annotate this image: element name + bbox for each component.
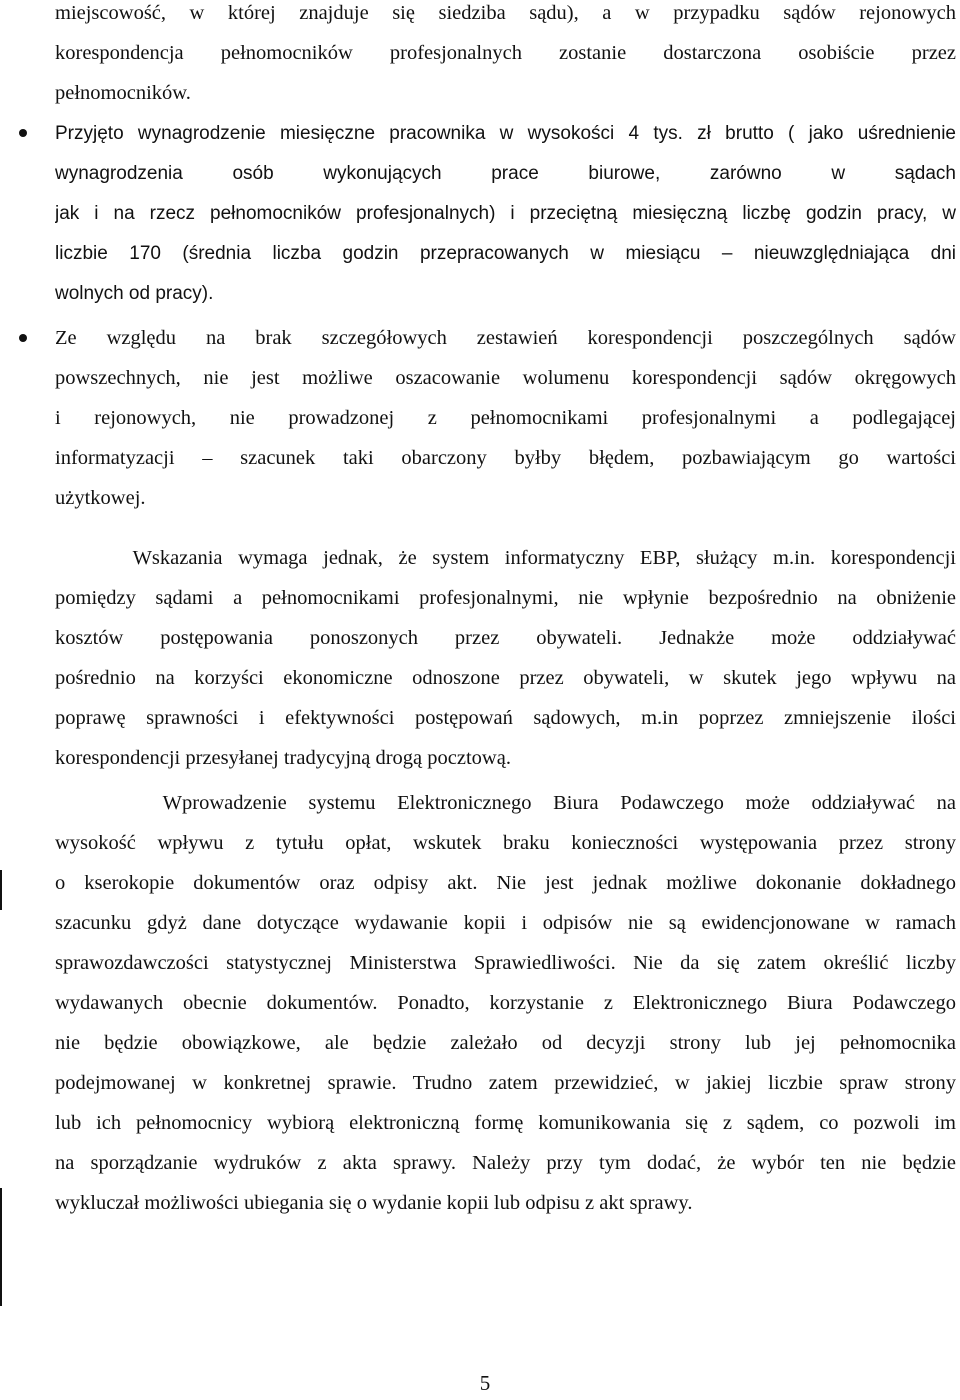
page-number: 5 (479, 1371, 491, 1395)
text-line: i rejonowych, nie prowadzonej z pełnomocnikami profesjonalnymi a podlegającej (55, 407, 956, 429)
text-line: Ze względu na brak szczegółowych zestawień korespondencji poszczególnych sądów (55, 327, 956, 349)
bullet-item-correspondence (55, 318, 956, 518)
continued-paragraph (55, 0, 956, 113)
text-line: na sporządzanie wydruków z akta sprawy. Należy przy tym dodać, że wybór ten nie będzie (55, 1152, 956, 1174)
text-line: wykluczał możliwości ubiegania się o wydanie kopii lub odpisu z akt sprawy. (55, 1192, 693, 1214)
text-line: wolnych od pracy). (55, 283, 214, 304)
text-line: wysokość wpływu z tytułu opłat, wskutek braku konieczności występowania przez strony (55, 832, 956, 854)
text-line: korespondencji przesyłanej tradycyjną drogą pocztową. (55, 747, 511, 769)
text-line: Wskazania wymaga jednak, że system informatyczny EBP, służący m.in. korespondencji (55, 547, 956, 569)
text-line: kosztów postępowania ponoszonych przez obywateli. Jednakże może oddziaływać (55, 627, 956, 649)
text-line: nie będzie obowiązkowe, ale będzie zależało od decyzji strony lub jej pełnomocnika (55, 1032, 956, 1054)
text-line: informatyzacji – szacunek taki obarczony byłby błędem, pozbawiającym go wartości (55, 447, 956, 469)
paragraph-ebp-costs (55, 538, 956, 778)
text-line: miejscowość, w której znajduje się siedziba sądu), a w przypadku sądów rejonowych (55, 2, 956, 24)
text-line: użytkowej. (55, 487, 146, 509)
bullet-item-wages (55, 114, 956, 314)
change-bar (0, 1188, 2, 1306)
text-line: pośrednio na korzyści ekonomiczne odnoszone przez obywateli, w skutek jego wpływu na (55, 667, 956, 689)
text-line: pełnomocników. (55, 82, 191, 104)
text-line: jak i na rzecz pełnomocników profesjonalnych) i przeciętną miesięczną liczbę godzin pracy, w (55, 203, 956, 224)
text-line: podejmowanej w konkretnej sprawie. Trudno zatem przewidzieć, w jakiej liczbie spraw strony (55, 1072, 956, 1094)
text-line: Przyjęto wynagrodzenie miesięczne pracownika w wysokości 4 tys. zł brutto ( jako uśrednienie (55, 123, 956, 144)
text-line: pomiędzy sądami a pełnomocnikami profesjonalnymi, nie wpłynie bezpośrednio na obniżenie (55, 587, 956, 609)
text-line: poprawę sprawności i efektywności postępowań sądowych, m.in poprzez zmniejszenie ilości (55, 707, 956, 729)
text-line: Wprowadzenie systemu Elektronicznego Biura Podawczego może oddziaływać na (55, 792, 956, 814)
paragraph-ebp-fees (55, 783, 956, 1223)
text-line: o kserokopie dokumentów oraz odpisy akt. Nie jest jednak możliwe dokonanie dokładnego (55, 872, 956, 894)
text-line: korespondencja pełnomocników profesjonalnych zostanie dostarczona osobiście przez (55, 42, 956, 64)
change-bar (0, 870, 2, 910)
text-line: lub ich pełnomocnicy wybiorą elektroniczną formę komunikowania się z sądem, co pozwoli im (55, 1112, 956, 1134)
text-line: wynagrodzenia osób wykonujących prace biurowe, zarówno w sądach (55, 163, 956, 184)
text-line: szacunku gdyż dane dotyczące wydawanie kopii i odpisów nie są ewidencjonowane w ramach (55, 912, 956, 934)
text-line: powszechnych, nie jest możliwe oszacowanie wolumenu korespondencji sądów okręgowych (55, 367, 956, 389)
text-line: wydawanych obecnie dokumentów. Ponadto, korzystanie z Elektronicznego Biura Podawczego (55, 992, 956, 1014)
bullet-marker (19, 334, 27, 342)
bullet-marker (19, 129, 27, 137)
text-line: sprawozdawczości statystycznej Ministerstwa Sprawiedliwości. Nie da się zatem określić liczby (55, 952, 956, 974)
text-line: liczbie 170 (średnia liczba godzin przepracowanych w miesiącu – nieuwzględniająca dni (55, 243, 956, 264)
